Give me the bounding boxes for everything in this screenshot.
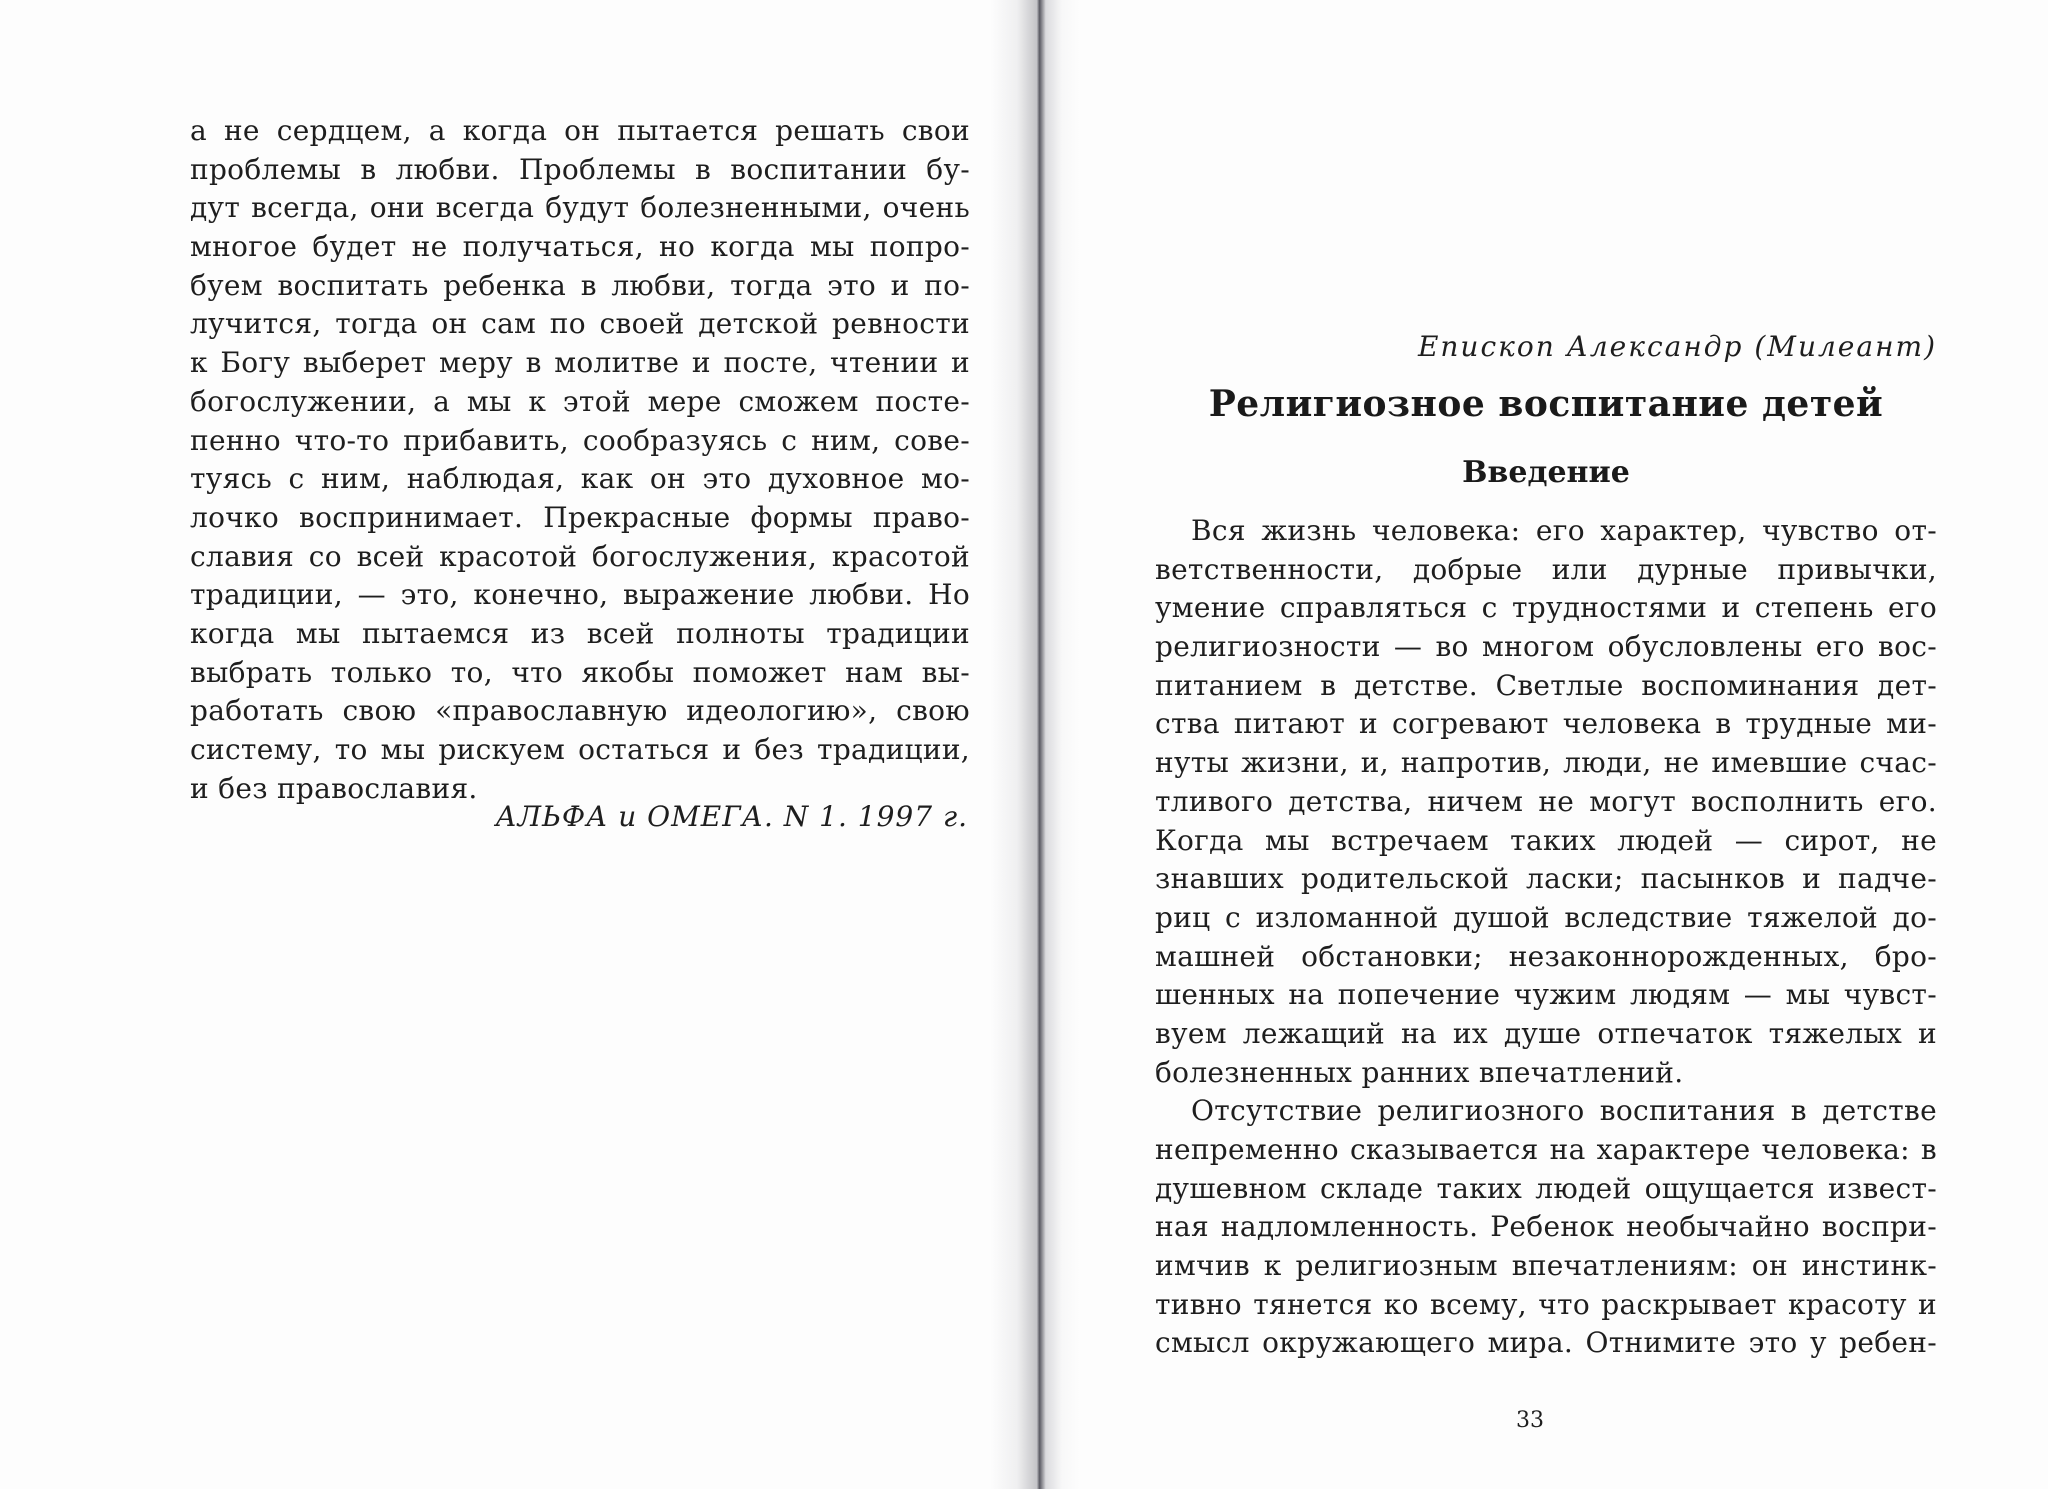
text-line: имчив к религиозным впечатлениям: он инстинк-: [1155, 1249, 1937, 1283]
text-line: смысл окружающего мира. Отнимите это у ребен-: [1155, 1326, 1937, 1360]
text-line: лучится, тогда он сам по своей детской ревности: [190, 307, 970, 341]
text-line: шенных на попечение чужим людям — мы чувст-: [1155, 978, 1937, 1012]
text-line: богослужении, а мы к этой мере сможем посте-: [190, 384, 970, 418]
text-line: туясь с ним, наблюдая, как он это духовное мо-: [190, 462, 970, 496]
text-line: когда мы пытаемся из всей полноты традиции: [190, 616, 970, 650]
text-line: систему, то мы рискуем остаться и без традиции,: [190, 733, 970, 766]
text-line: машней обстановки; незаконнорожденных, бро-: [1155, 939, 1937, 973]
text-line: выбрать только то, что якобы поможет нам вы-: [190, 655, 970, 689]
text-line: дут всегда, они всегда будут болезненными, очень: [190, 191, 970, 225]
text-line: непременно сказывается на характере человека: в: [1155, 1133, 1937, 1166]
source-citation: АЛЬФА и ОМЕГА. N 1. 1997 г.: [495, 800, 968, 833]
text-line: славия со всей красотой богослужения, красотой: [190, 539, 970, 573]
text-line: религиозности — во многом обусловлены его вос-: [1155, 630, 1937, 664]
text-line: умение справляться с трудностями и степень его: [1155, 591, 1937, 625]
page-number: 33: [1516, 1408, 1544, 1433]
text-line: проблемы в любви. Проблемы в воспитании бу-: [190, 152, 970, 186]
left-page-text: [190, 112, 970, 808]
text-line: работать свою «православную идеологию», свою: [190, 694, 970, 728]
text-line: тливого детства, ничем не могут восполнить его.: [1155, 784, 1937, 818]
right-page-text: [1155, 512, 1937, 1363]
article-title: Религиозное воспитание детей: [1208, 383, 1884, 425]
text-line: к Богу выберет меру в молитве и посте, чтении и: [190, 346, 970, 380]
author-name: Епископ Александр (Милеант): [1417, 330, 1937, 363]
text-line: многое будет не получаться, но когда мы попро-: [190, 230, 970, 264]
text-line: питанием в детстве. Светлые воспоминания дет-: [1155, 668, 1937, 702]
text-line: ная надломленность. Ребенок необычайно воспри-: [1155, 1210, 1937, 1244]
text-line: вуем лежащий на их душе отпечаток тяжелых и: [1155, 1016, 1937, 1050]
text-line: Когда мы встречаем таких людей — сирот, не: [1155, 823, 1937, 857]
text-line: ства питают и согревают человека в трудные ми-: [1155, 707, 1937, 741]
text-line: лочко воспринимает. Прекрасные формы право-: [190, 500, 970, 534]
text-line: пенно что-то прибавить, сообразуясь с ним, сове-: [190, 423, 970, 457]
text-line: традиции, — это, конечно, выражение любви. Но: [190, 578, 970, 612]
text-line: ветственности, добрые или дурные привычки,: [1155, 552, 1937, 586]
text-line: риц с изломанной душой вследствие тяжелой до-: [1155, 900, 1937, 934]
text-line: и без православия.: [190, 771, 478, 805]
text-line: Вся жизнь человека: его характер, чувство от-: [1191, 514, 1937, 547]
text-line: Отсутствие религиозного воспитания в детстве: [1191, 1094, 1937, 1128]
text-line: а не сердцем, а когда он пытается решать свои: [190, 114, 970, 147]
text-line: буем воспитать ребенка в любви, тогда это и по-: [190, 268, 970, 302]
text-line: тивно тянется ко всему, что раскрывает красоту и: [1155, 1287, 1937, 1321]
text-line: нуты жизни, и, напротив, люди, не имевшие счас-: [1155, 746, 1937, 780]
section-heading: Введение: [1462, 455, 1630, 490]
text-line: знавших родительской ласки; пасынков и падче-: [1155, 862, 1937, 896]
text-line: душевном складе таких людей ощущается извест-: [1155, 1171, 1937, 1205]
text-line: болезненных ранних впечатлений.: [1155, 1055, 1684, 1089]
